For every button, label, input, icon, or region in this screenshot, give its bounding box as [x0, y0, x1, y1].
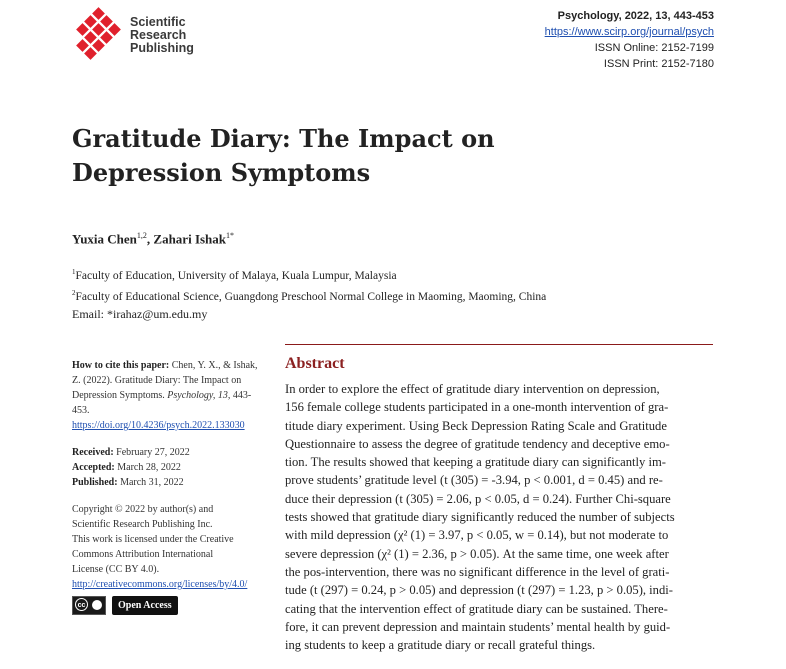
- abstract-line: duce their depression (t (305) = 2.06, p < 0.05, d = 0.24). Further Chi-square: [285, 491, 671, 506]
- affil-1-marker: 1: [72, 268, 76, 276]
- affil-2: Faculty of Educational Science, Guangdong Preschool Normal College in Maoming, Maoming, China: [75, 290, 547, 303]
- author-separator: ,: [146, 231, 154, 247]
- corresponding-email: Email: *irahaz@um.edu.my: [72, 306, 208, 321]
- accepted-label: Accepted:: [72, 462, 115, 473]
- publisher-name-line2: Research: [130, 28, 187, 42]
- author-list: [72, 231, 234, 247]
- sidebar-info: [72, 358, 268, 615]
- license-line5: License (CC BY 4.0).: [72, 564, 160, 575]
- open-access-badge: Open Access: [112, 596, 178, 615]
- published-label: Published:: [72, 477, 118, 488]
- abstract-line: severe depression (χ² (1) = 2.36, p > 0.05). At the same time, one week after: [285, 546, 669, 561]
- abstract-line: ing students to keep a gratitude diary or recall grateful things.: [285, 638, 596, 653]
- affil-2-marker: 2: [72, 288, 76, 297]
- received-date: February 27, 2022: [116, 447, 190, 458]
- license-line1: Copyright © 2022 by author(s) and: [72, 504, 214, 515]
- license-line4: Commons Attribution International: [72, 549, 214, 560]
- license-badges: [72, 596, 268, 615]
- abstract-line: fore, it can prevent depression and maintain students’ mental health by guid-: [285, 619, 671, 634]
- cite-block: [72, 358, 268, 433]
- abstract-line: In order to explore the effect of gratitude diary intervention on depression,: [285, 382, 660, 396]
- paper-title-line1: Gratitude Diary: The Impact on: [72, 124, 495, 153]
- journal-url-link[interactable]: https://www.scirp.org/journal/psych: [544, 26, 714, 38]
- paper-title: [72, 122, 672, 190]
- cite-label: How to cite this paper:: [72, 360, 170, 371]
- abstract-line: tests showed that gratitude diary significantly reduced the number of subjects: [285, 510, 675, 525]
- publisher-logo: [72, 7, 202, 63]
- cite-pages: 443-453.: [72, 390, 252, 416]
- cite-text: Chen, Y. X., & Ishak, Z. (2022). Gratitude Diary: The Impact on Depression Symptoms.: [72, 360, 258, 401]
- journal-citation: Psychology, 2022, 13, 443-453: [557, 10, 714, 22]
- license-line3: This work is licensed under the Creative: [72, 534, 234, 545]
- abstract-line: the pos-intervention, there was no significant difference in the level of grati-: [285, 564, 670, 579]
- journal-header: [545, 8, 714, 72]
- affil-1: Faculty of Education, University of Malaya, Kuala Lumpur, Malaysia: [75, 269, 397, 282]
- abstract-line: cating that the intervention effect of gratitude diary can be sustained. There-: [285, 601, 668, 616]
- abstract-line: 156 female college students participated in a one-month intervention of gra-: [285, 400, 669, 415]
- author-2: Zahari Ishak: [153, 231, 227, 247]
- abstract-line: tude (t (297) = 0.24, p > 0.05) and depression (t (297) = 1.23, p > 0.05), indi-: [285, 583, 673, 598]
- abstract-heading: Abstract: [285, 355, 345, 372]
- issn-online: ISSN Online: 2152-7199: [594, 42, 714, 54]
- license-line2: Scientific Research Publishing Inc.: [72, 519, 213, 530]
- publisher-name-line1: Scientific: [130, 15, 186, 29]
- doi-link[interactable]: https://doi.org/10.4236/psych.2022.133030: [72, 420, 245, 431]
- publisher-name-line3: Publishing: [130, 41, 194, 55]
- license-block: [72, 502, 268, 615]
- abstract-line: Questionnaire to assess the degree of gratitude tendency and deceptive emo-: [285, 436, 670, 451]
- abstract-body: [285, 380, 713, 654]
- abstract-line: prove students’ gratitude level (t (305) = -3.94, p < 0.001, d = 0.45) and re-: [285, 473, 663, 488]
- cite-journal: Psychology, 13,: [167, 390, 231, 401]
- dates-block: [72, 445, 268, 490]
- cc-by-icon: cc: [72, 596, 106, 615]
- publisher-diamond-icon: [72, 7, 128, 63]
- abstract-line: with mild depression (χ² (1) = 3.97, p < 0.05, w = 0.14), but not moderate to: [285, 528, 669, 543]
- issn-print: ISSN Print: 2152-7180: [603, 58, 714, 70]
- abstract-line: tion. The results showed that keeping a gratitude diary can significantly im-: [285, 455, 666, 470]
- published-date: March 31, 2022: [120, 477, 184, 488]
- author-2-affil: 1*: [226, 231, 235, 240]
- affiliations: [72, 264, 546, 323]
- author-1: Yuxia Chen: [72, 231, 137, 247]
- abstract-line: titude diary experiment. Using Beck Depression Rating Scale and Gratitude: [285, 418, 667, 433]
- received-label: Received:: [72, 447, 114, 458]
- accepted-date: March 28, 2022: [117, 462, 181, 473]
- license-url-link[interactable]: http://creativecommons.org/licenses/by/4.0/: [72, 579, 248, 590]
- abstract-divider: [285, 344, 713, 345]
- author-1-affil: 1,2: [136, 231, 147, 240]
- paper-title-line2: Depression Symptoms: [72, 158, 371, 187]
